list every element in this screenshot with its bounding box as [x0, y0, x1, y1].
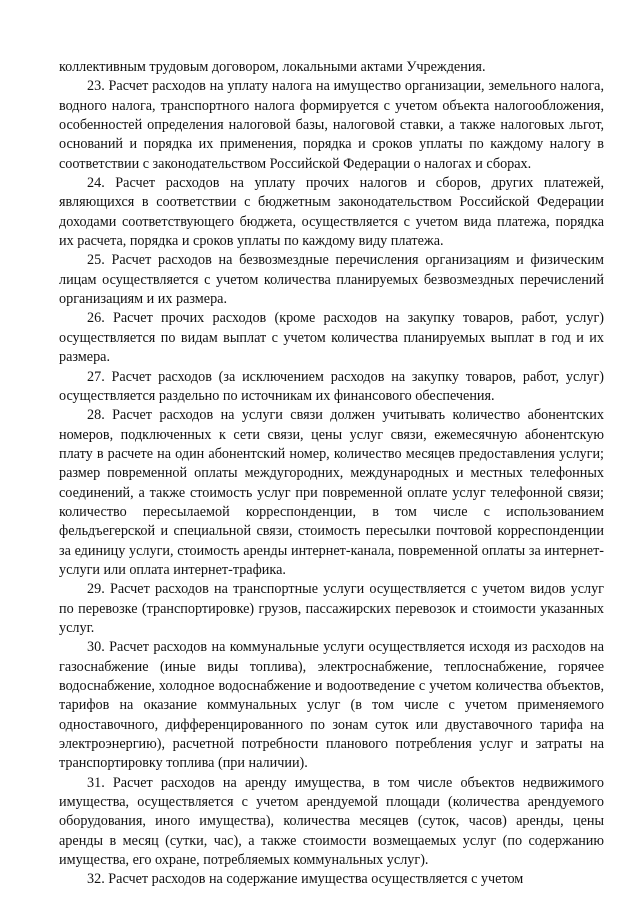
paragraph-22-continuation: коллективным трудовым договором, локальными актами Учреждения. — [59, 59, 486, 75]
paragraph-31: 31. Расчет расходов на аренду имущества, в том числе объектов недвижимого имущества, осуществляется с учетом арендуемой площади (количества арендуемого оборудования, иного имущества), количества месяцев (суток, часов) аренды, цены аренды в месяц (сутки, час), а также стоимости возмещаемых услуг (по содержанию имущества, его охране, потребляемых коммунальных услуг). — [59, 774, 604, 869]
paragraph-27: 27. Расчет расходов (за исключением расходов на закупку товаров, работ, услуг) осуществляется раздельно по источникам их финансового обеспечения. — [59, 368, 604, 404]
paragraph-30: 30. Расчет расходов на коммунальные услуги осуществляется исходя из расходов на газоснабжение (иные виды топлива), электроснабжение, теплоснабжение, горячее водоснабжение, холодное водоснабжение и водоотведение с учетом количества объектов, тарифов на оказание коммунальных услуг (в том числе с учетом применяемого одноставочного, дифференцированного по зонам суток или двуставочного тарифа на электроэнергию), расчетной потребности планового потребления услуг и затраты на транспортировку топлива (при наличии). — [59, 639, 604, 772]
paragraph-32: 32. Расчет расходов на содержание имущества осуществляется с учетом — [87, 871, 524, 888]
paragraph-29: 29. Расчет расходов на транспортные услуги осуществляется с учетом видов услуг по перевозке (транспортировке) грузов, пассажирских перевозок и стоимости указанных услуг. — [59, 581, 604, 636]
document-page — [59, 58, 604, 890]
paragraph-28: 28. Расчет расходов на услуги связи должен учитывать количество абонентских номеров, подключенных к сети связи, цены услуг связи, ежемесячную абонентскую плату в расчете на один абонентский номер, количество месяцев предоставления услуги; размер повременной оплаты междугородних, международных и местных телефонных соединений, а также стоимость услуг при повременной оплате услуг телефонной связи; количество пересылаемой корреспонденции, в том числе с использованием фельдъегерской и специальной связи, стоимость пересылки почтовой корреспонденции за единицу услуги, стоимость аренды интернет-канала, повременной оплаты за интернет-услуги или оплата интернет-трафика. — [59, 407, 604, 578]
paragraph-25: 25. Расчет расходов на безвозмездные перечисления организациям и физическим лицам осуществляется с учетом количества планируемых безвозмездных перечислений организациям и их размера. — [59, 252, 604, 308]
paragraph-23: 23. Расчет расходов на уплату налога на имущество организации, земельного налога, водного налога, транспортного налога формируется с учетом объекта налогообложения, особенностей определения налоговой базы, налоговой ставки, а также налоговых льгот, оснований и порядка их применения, порядка и сроков уплаты по каждому налогу в соответствии с законодательством Российской Федерации о налогах и сборах. — [59, 78, 604, 172]
paragraph-26: 26. Расчет прочих расходов (кроме расходов на закупку товаров, работ, услуг) осуществляется по видам выплат с учетом количества планируемых выплат в год и их размера. — [59, 310, 604, 366]
paragraph-24: 24. Расчет расходов на уплату прочих налогов и сборов, других платежей, являющихся в соответствии с бюджетным законодательством Российской Федерации доходами соответствующего бюджета, осуществляется с учетом вида платежа, порядка их расчета, порядка и сроков уплаты по каждому виду платежа. — [59, 175, 604, 250]
